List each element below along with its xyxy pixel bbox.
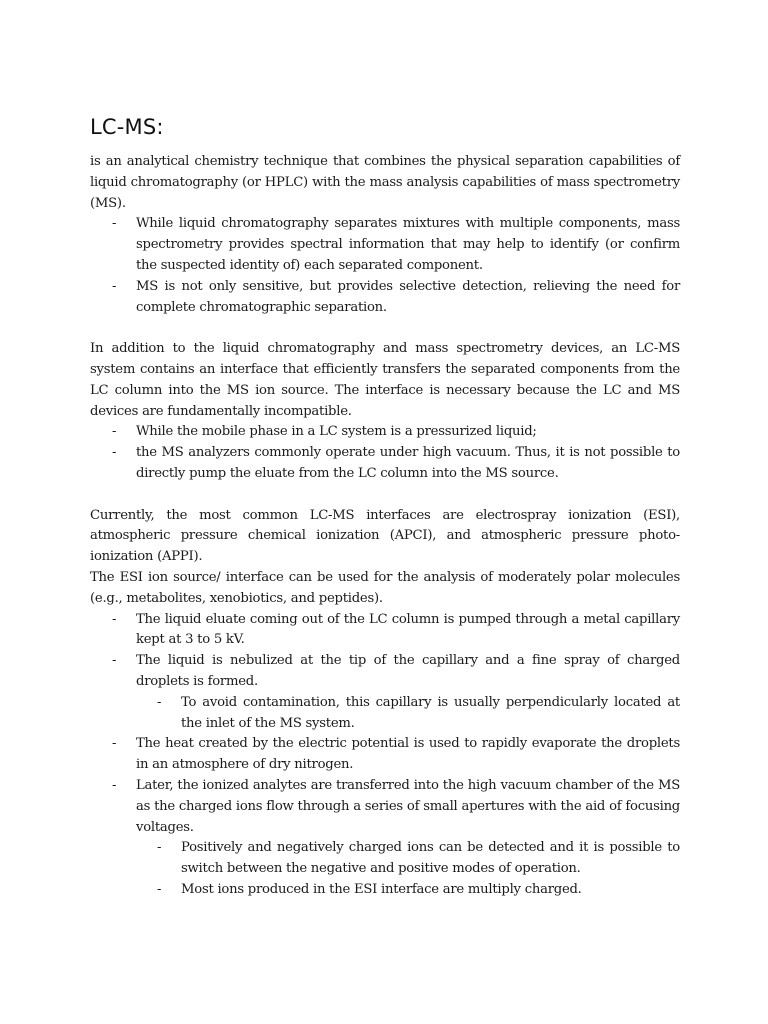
list-item <box>90 443 680 485</box>
list-item-text: The liquid eluate coming out of the LC column is pumped through a metal capillary kept at 3 to 5 kV. <box>136 611 680 648</box>
esi-paragraph: The ESI ion source/ interface can be used for the analysis of moderately polar molecules (e.g., metabolites, xenobiotics, and peptides). <box>90 569 680 606</box>
dash-bullet: - <box>112 736 117 752</box>
list-item <box>90 610 680 652</box>
paragraph-spacer <box>90 485 680 506</box>
current-interfaces-paragraph: Currently, the most common LC-MS interfaces are electrospray ionization (ESI), atmospheric pressure chemical ionization (APCI), and atmospheric pressure photo-ionization (APPI). <box>90 507 680 565</box>
dash-bullet: - <box>112 216 117 232</box>
list-item-text: the MS analyzers commonly operate under high vacuum. Thus, it is not possible to directly pump the eluate from the LC column into the MS source. <box>136 445 680 481</box>
list-item-text: While liquid chromatography separates mixtures with multiple components, mass spectrometry provides spectral information that may help to identify (or confirm the suspected identity of) each separated component. <box>136 216 680 273</box>
list-item-text: The liquid is nebulized at the tip of the capillary and a fine spray of charged droplets is formed. <box>136 653 680 689</box>
list-item-text: The heat created by the electric potential is used to rapidly evaporate the droplets in an atmosphere of dry nitrogen. <box>136 736 680 773</box>
list-item <box>90 776 680 838</box>
dash-bullet: - <box>112 777 117 793</box>
list-item-text: Positively and negatively charged ions can be detected and it is possible to switch between the negative and positive modes of operation. <box>181 840 680 877</box>
intro-bullet-list <box>90 214 680 318</box>
list-item-text: While the mobile phase in a LC system is a pressurized liquid; <box>136 424 537 440</box>
list-item-text: Most ions produced in the ESI interface are multiply charged. <box>181 881 582 897</box>
dash-bullet: - <box>157 694 162 710</box>
paragraph-spacer <box>90 318 680 339</box>
page-title: LC-MS: <box>90 115 164 139</box>
dash-bullet: - <box>112 445 117 461</box>
list-item-text: Later, the ionized analytes are transferred into the high vacuum chamber of the MS as the charged ions flow through a series of small apertures with the aid of focusing voltages. <box>136 777 680 835</box>
list-item <box>90 651 680 693</box>
list-item <box>90 277 680 319</box>
interface-paragraph: In addition to the liquid chromatography and mass spectrometry devices, an LC-MS system contains an interface that efficiently transfers the separated components from the LC column into the MS ion source. The interface is necessary because the LC and MS devices are fundamentally incompatible. <box>90 341 680 419</box>
dash-bullet: - <box>112 278 117 294</box>
dash-bullet: - <box>157 881 162 897</box>
esi-bullet-list <box>90 610 680 901</box>
sub-list-item <box>90 693 680 735</box>
sub-list-item <box>90 880 680 901</box>
intro-paragraph: is an analytical chemistry technique that combines the physical separation capabilities of liquid chromatography (or HPLC) with the mass analysis capabilities of mass spectrometry (MS). <box>90 154 680 211</box>
sub-list-item <box>90 838 680 880</box>
list-item-text: To avoid contamination, this capillary is usually perpendicularly located at the inlet of the MS system. <box>181 694 680 731</box>
list-item-text: MS is not only sensitive, but provides selective detection, relieving the need for complete chromatographic separation. <box>136 278 680 315</box>
list-item <box>90 734 680 776</box>
dash-bullet: - <box>157 840 162 856</box>
list-item <box>90 214 680 276</box>
dash-bullet: - <box>112 653 117 669</box>
interface-bullet-list <box>90 422 680 484</box>
dash-bullet: - <box>112 424 117 440</box>
dash-bullet: - <box>112 611 117 627</box>
list-item <box>90 422 680 443</box>
